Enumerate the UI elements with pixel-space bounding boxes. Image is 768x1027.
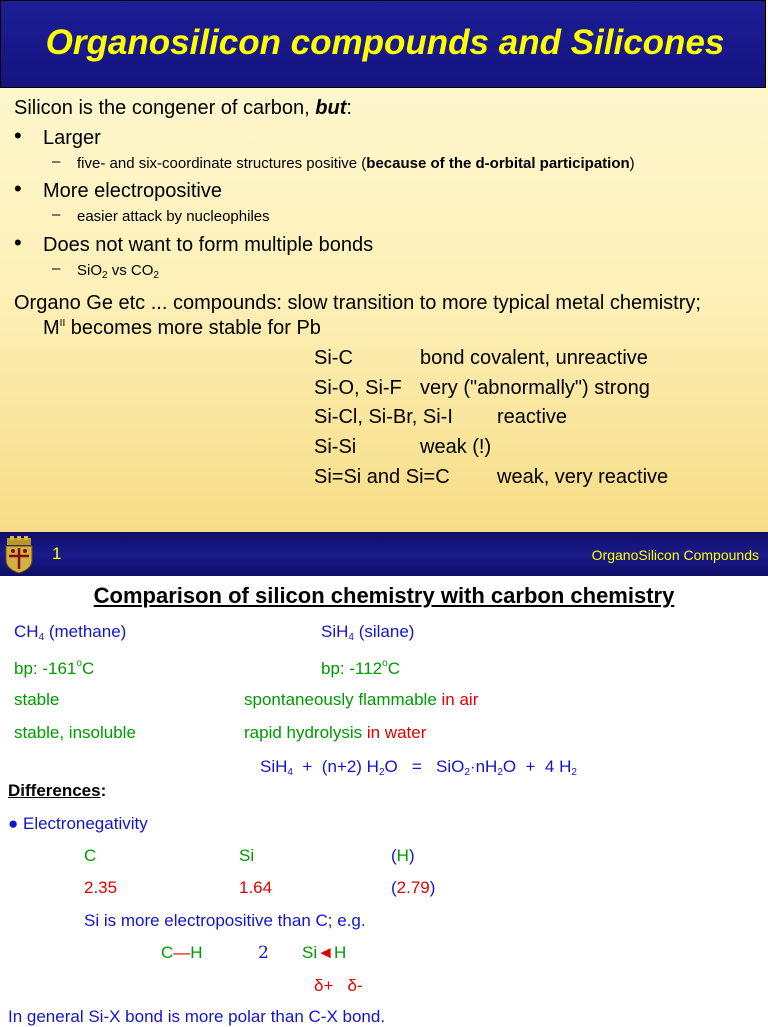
en-label-h: (H) [391,846,415,865]
ch-bond: C—H [161,943,203,962]
polarity-note: In general Si-X bond is more polar than C-X bond. [8,1007,386,1026]
bond-si-halide-desc: reactive [497,406,568,428]
footer-title: OrganoSilicon Compounds [591,547,759,563]
si-electropositive-note: Si is more electropositive than C; e.g. [84,911,366,930]
bullet-multiple-bonds: Does not want to form multiple bonds [43,234,374,256]
comparison-heading: Comparison of silicon chemistry with carbon chemistry [93,583,675,608]
slide-2 [0,576,768,1024]
bullet-electropositive: More electropositive [43,180,222,202]
hydrolysis-equation: SiH$_4$ + (n+2) $H_2O = SiO_2\cdot nH_2O + 4$ $H_2$ [260,757,577,778]
organo-line-1: Organo Ge etc ... compounds: slow transition to more typical metal chemistry; [14,292,701,314]
dash: – [52,153,61,170]
bond-double-desc: weak, very reactive [497,466,669,488]
electronegativity-bullet: ● Electronegativity [8,814,148,833]
bond-si-si-desc: weak (!) [420,436,492,458]
title-bar [0,0,766,88]
bullet-larger: Larger [43,127,101,149]
methane-bp: bp: -161$^o$C [14,658,95,678]
bullet-dot: • [14,176,22,201]
dash: – [52,260,61,277]
en-label-c: C [84,846,97,865]
en-value-si: 1.64 [239,878,273,897]
bond-si-halide: Si-Cl, Si-Br, Si-I [314,406,453,428]
bond-si-o-f-desc: very ("abnormally") strong [420,377,650,399]
bullet-dot: • [14,123,22,148]
en-value-c: 2.35 [84,878,118,897]
slide-number: 1 [52,544,62,563]
bond-si-si: Si-Si [314,436,357,458]
silane-flammable: spontaneously flammable in air [244,690,479,709]
intro-line: Silicon is the congener of carbon, but: [14,97,352,119]
silane-hydrolysis: rapid hydrolysis in water [244,723,427,742]
sub-electropositive: easier attack by nucleophiles [77,208,270,225]
methane-stable: stable [14,690,60,709]
differences-heading: Differences: [8,781,107,800]
comparison-symbol: 2 [258,943,269,963]
slide-footer [0,532,768,576]
partial-charges: δ+ δ- [314,976,363,995]
sub-larger: five- and six-coordinate structures positive (because of the d-orbital participation) [77,155,635,172]
dash: – [52,206,61,223]
bond-si-c: Si-C [314,347,353,369]
bond-si-c-desc: bond covalent, unreactive [420,347,648,369]
sih-bond: Si◄H [302,943,347,962]
en-value-h: (2.79) [391,878,436,897]
sub-sio2-vs-co2: SiO$_2$ vs $CO_2$ [77,262,159,281]
bullet-dot: • [14,230,22,255]
bond-si-o-f: Si-O, Si-F [314,377,402,399]
en-label-si: Si [239,846,255,865]
methane-label: $CH_4$ (methane) [14,622,127,643]
bond-double: Si=Si and Si=C [314,466,450,488]
organo-line-2: $M^{II}$ becomes more stable for Pb [43,317,321,339]
methane-insoluble: stable, insoluble [14,723,136,742]
silane-label: SiH$_4$ (silane) [321,622,415,643]
slide-title: Organosilicon compounds and Silicones [45,23,725,62]
silane-bp: bp: -112$^o$C [321,658,400,678]
university-crest-icon [3,536,35,574]
